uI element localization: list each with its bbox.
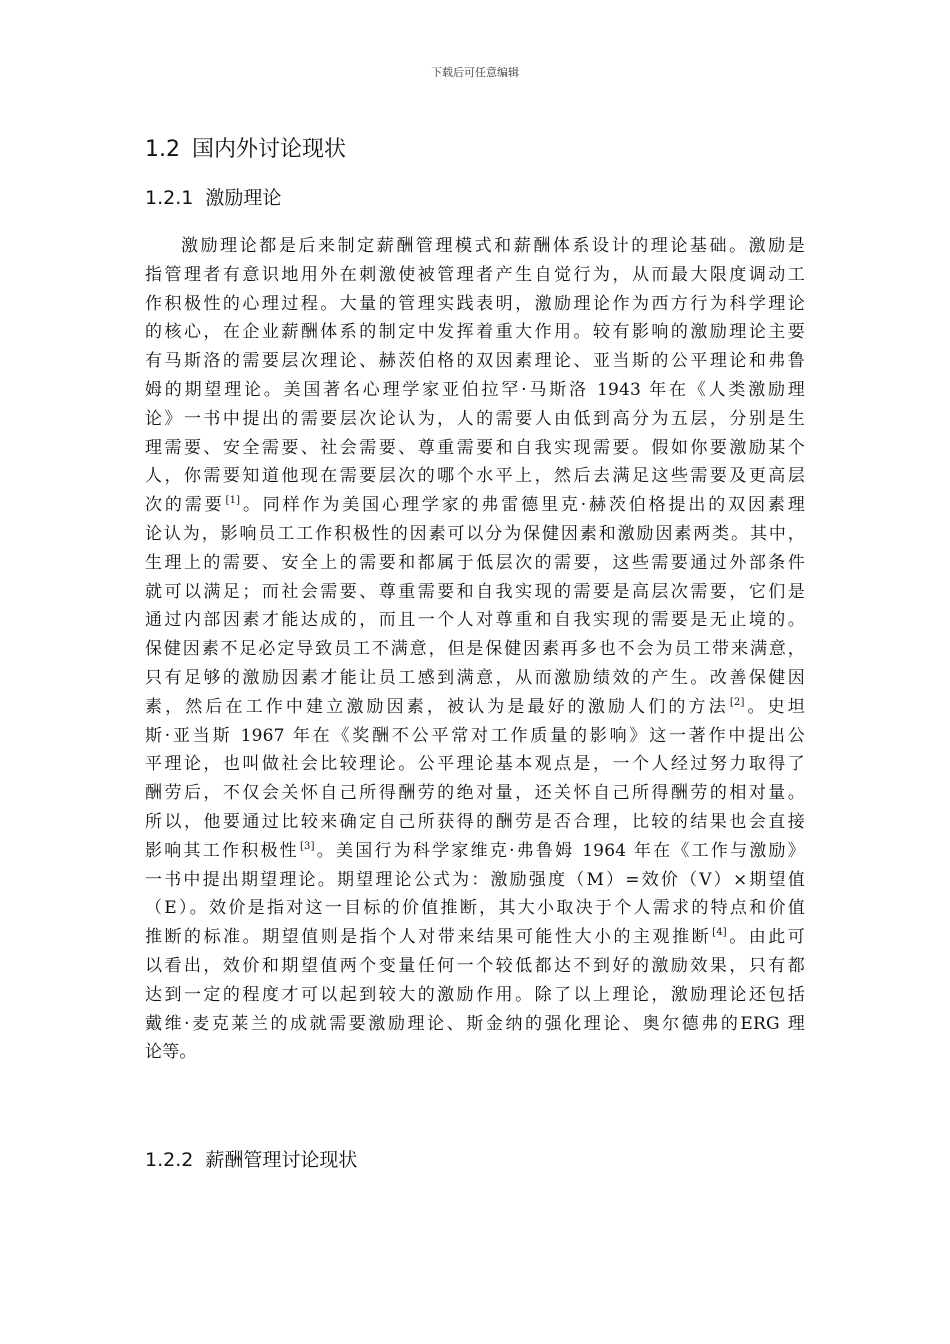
paragraph-line: 指管理者有意识地用外在刺激使被管理者产生自觉行为，从而最大限度调动工 xyxy=(145,264,805,285)
subsection-title: 激励理论 xyxy=(205,187,282,209)
paragraph-line: 理需要、安全需要、社会需要、尊重需要和自我实现需要。假如你要激励某个 xyxy=(145,437,805,458)
header-note: 下载后可任意编辑 xyxy=(431,66,519,79)
paragraph-line: 作积极性的心理过程。大量的管理实践表明，激励理论作为西方行为科学理论 xyxy=(145,293,805,314)
paragraph-line: 以看出，效价和期望值两个变量任何一个较低都达不到好的激励效果，只有都 xyxy=(145,955,805,976)
subsection-title: 薪酬管理讨论现状 xyxy=(205,1149,358,1171)
section-heading xyxy=(145,136,346,164)
subsection-heading-incentive-theory xyxy=(145,185,281,211)
paragraph-line: 姆的期望理论。美国著名心理学家亚伯拉罕·马斯洛 1943 年在《人类激励理 xyxy=(145,379,805,400)
paragraph-line: 论认为，影响员工工作积极性的因素可以分为保健因素和激励因素两类。其中， xyxy=(145,523,805,544)
paragraph-line: （E）。效价是指对这一目标的价值推断，其大小取决于个人需求的特点和价值 xyxy=(145,898,805,919)
paragraph-line: 只有足够的激励因素才能让员工感到满意，从而激励绩效的产生。改善保健因 xyxy=(145,667,805,688)
paragraph-line: 酬劳后，不仅会关怀自己所得酬劳的绝对量，还关怀自己所得酬劳的相对量。 xyxy=(145,783,805,804)
body-paragraph xyxy=(145,232,805,1067)
citation-marker: [1] xyxy=(225,495,241,507)
paragraph-line: 生理上的需要、安全上的需要和都属于低层次的需要，这些需要通过外部条件 xyxy=(145,552,805,573)
paragraph-line: 激励理论都是后来制定薪酬管理模式和薪酬体系设计的理论基础。激励是 xyxy=(181,236,805,256)
paragraph-line: 保健因素不足必定导致员工不满意，但是保健因素再多也不会为员工带来满意， xyxy=(145,639,805,660)
paragraph-line: 有马斯洛的需要层次理论、赫茨伯格的双因素理论、亚当斯的公平理论和弗鲁 xyxy=(145,351,805,372)
citation-marker: [3] xyxy=(299,840,315,852)
section-number: 1.2 xyxy=(145,137,180,162)
paragraph-line: 人，你需要知道他现在需要层次的哪个水平上，然后去满足这些需要及更高层 xyxy=(145,466,805,487)
paragraph-line: 次的需要[1]。同样作为美国心理学家的弗雷德里克·赫茨伯格提出的双因素理 xyxy=(145,495,805,516)
citation-marker: [2] xyxy=(729,696,745,708)
paragraph-line: 一书中提出期望理论。期望理论公式为：激励强度（M）=效价（V）×期望值 xyxy=(145,869,805,890)
paragraph-line: 所以，他要通过比较来确定自己所获得的酬劳是否合理，比较的结果也会直接 xyxy=(145,811,805,832)
paragraph-line: 素，然后在工作中建立激励因素，被认为是最好的激励人们的方法[2]。史坦 xyxy=(145,696,805,717)
paragraph-line: 戴维·麦克莱兰的成就需要激励理论、斯金纳的强化理论、奥尔德弗的ERG 理 xyxy=(145,1013,805,1034)
paragraph-line: 斯·亚当斯 1967 年在《奖酬不公平常对工作质量的影响》这一著作中提出公 xyxy=(145,725,805,746)
subsection-number: 1.2.2 xyxy=(145,1149,194,1171)
paragraph-line: 论》一书中提出的需要层次论认为，人的需要人由低到高分为五层，分别是生 xyxy=(145,408,805,429)
citation-marker: [4] xyxy=(712,927,727,939)
subsection-number: 1.2.1 xyxy=(145,187,194,209)
paragraph-line: 就可以满足；而社会需要、尊重需要和自我实现的需要是高层次需要，它们是 xyxy=(145,581,805,602)
section-title: 国内外讨论现状 xyxy=(192,137,347,162)
subsection-heading-compensation-management xyxy=(145,1147,357,1173)
paragraph-line: 平理论，也叫做社会比较理论。公平理论基本观点是，一个人经过努力取得了 xyxy=(145,754,805,775)
paragraph-line: 论等。 xyxy=(145,1042,197,1063)
paragraph-line: 推断的标准。期望值则是指个人对带来结果可能性大小的主观推断[4]。由此可 xyxy=(145,927,805,948)
paragraph-line: 达到一定的程度才可以起到较大的激励作用。除了以上理论，激励理论还包括 xyxy=(145,984,805,1005)
paragraph-line: 影响其工作积极性[3]。美国行为科学家维克·弗鲁姆 1964 年在《工作与激励》 xyxy=(145,840,805,861)
paragraph-line: 的核心，在企业薪酬体系的制定中发挥着重大作用。较有影响的激励理论主要 xyxy=(145,322,805,343)
paragraph-line: 通过内部因素才能达成的，而且一个人对尊重和自我实现的需要是无止境的。 xyxy=(145,610,805,631)
